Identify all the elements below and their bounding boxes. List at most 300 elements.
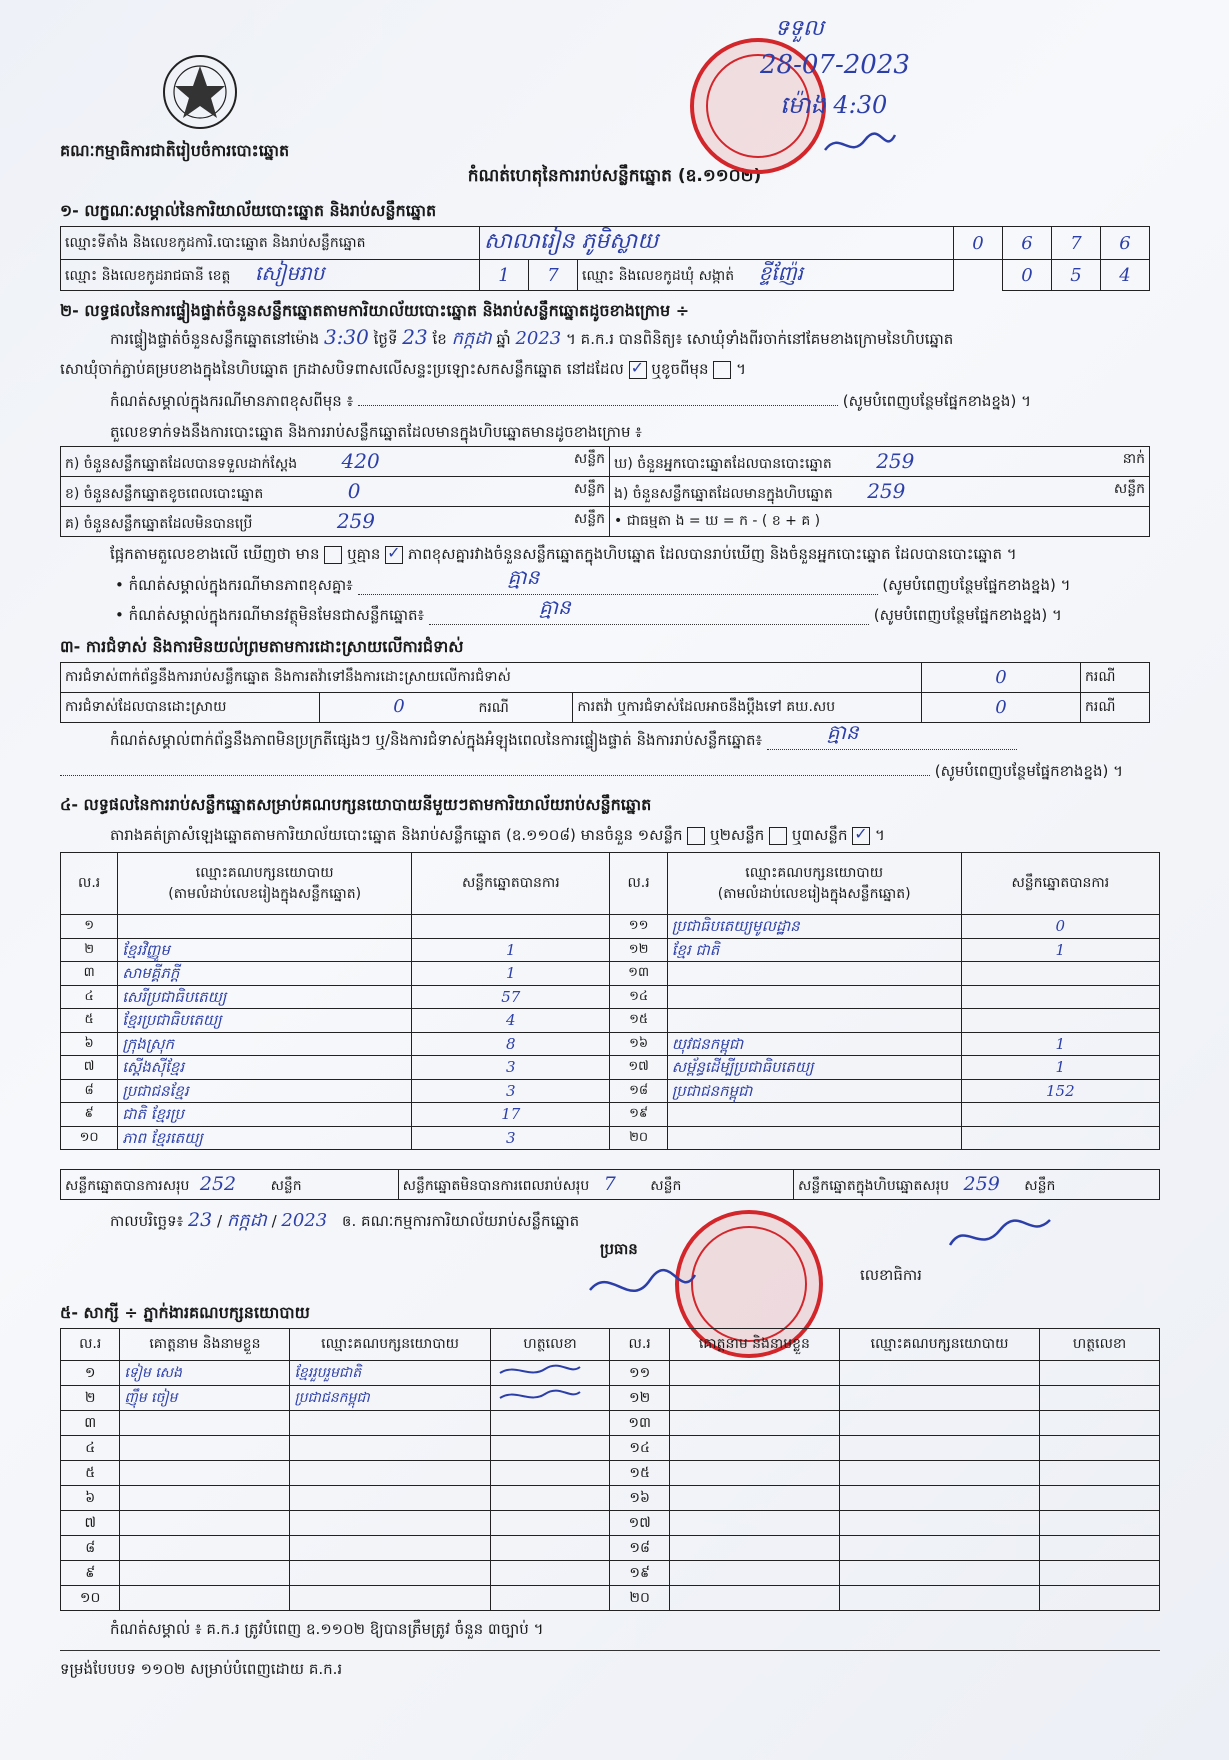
table-row [61, 1461, 1160, 1486]
figure-row-left [61, 507, 610, 537]
total-valid [61, 1170, 399, 1200]
total-invalid [398, 1170, 793, 1200]
station-label: ឈ្មោះទីតាំង និងលេខកូដការិ.បោះឆ្នោត និងរាប់សន្លឹកឆ្នោត [61, 227, 480, 260]
total-invalid-unit: សន្លឹក [650, 1177, 682, 1194]
difference-note-label: កំណត់សម្គាល់ក្នុងករណីមានភាពខុសពីមុន ៖ [110, 392, 354, 410]
witness-signature-mark [495, 1386, 585, 1406]
col-party [667, 853, 961, 915]
col-party-sub: (តាមលំដាប់លេខរៀងក្នុងសន្លឹកឆ្នោត) [717, 885, 911, 902]
no-difference-checkbox[interactable] [385, 546, 403, 564]
section-2-heading: ២- លទ្ធផលនៃការផ្ទៀងផ្ទាត់ចំនួនសន្លឹកឆ្នោតតាមការិយាល័យបោះឆ្នោត និងរាប់សន្លឹកឆ្នោតដូចខាងក្រោម ÷ [60, 301, 690, 320]
verification-month-label: ខែ [432, 330, 447, 348]
party-votes [961, 1103, 1159, 1127]
verification-time-label: ការផ្ទៀងផ្ទាត់ចំនួនសន្លឹកឆ្នោតនៅម៉ោង [110, 330, 320, 348]
complaints-table [60, 662, 1150, 723]
section-3-heading: ៣- ការជំទាស់ និងការមិនយល់ព្រមតាមការដោះស្រាយលើការជំទាស់ [60, 637, 464, 656]
party-name: ជាតិ ខ្មែរប្រ [118, 1103, 412, 1127]
fill-back-note: (សូមបំពេញបន្ថែមផ្នែកខាងខ្នង) ។ [842, 392, 1031, 410]
committee-name: គណៈកម្មាធិការជាតិរៀបចំការបោះឆ្នោត [60, 141, 290, 160]
total-in-box-unit: សន្លឹក [1024, 1177, 1056, 1194]
figure-row-right [610, 477, 1150, 507]
witness-signature-mark [495, 1361, 585, 1381]
diff-note-line [115, 565, 1071, 598]
section-1-heading: ១- លក្ខណៈសម្គាល់នៃការិយាល័យបោះឆ្នោត និងរាប់សន្លឹកឆ្នោត [60, 201, 437, 220]
witness-signature [1040, 1561, 1160, 1586]
table-row [61, 1032, 1160, 1056]
party-votes [961, 962, 1159, 986]
diff-note-value: គ្មាន [507, 565, 540, 589]
received-time: ម៉ោង 4:30 [780, 91, 888, 119]
col-party-title: ឈ្មោះគណបក្សនយោបាយ [745, 864, 884, 881]
witness-party [839, 1461, 1039, 1486]
has-difference-checkbox[interactable] [324, 546, 342, 564]
row-no: ១៤ [610, 985, 667, 1009]
row-no: ៥ [61, 1009, 118, 1033]
row-no: ៣ [61, 1411, 120, 1436]
party-votes: 1 [961, 1056, 1159, 1080]
row-no: ៤ [61, 1436, 120, 1461]
document-title: កំណត់ហេតុនៃការរាប់សន្លឹកឆ្នោត (ឧ.១១០២) [467, 166, 762, 186]
verification-line-2: សោឃុំចាក់ភ្ជាប់គម្របខាងក្នុងនៃហិបឆ្នោត ក្រដាសបិទពាសលើសន្ទះប្រឡោះសកសន្លឹកឆ្នោត នៅដដែល ✓ ឬខូចពីមុន ។ [60, 360, 746, 382]
date-day: 23 [188, 1209, 213, 1231]
col-signature: ហត្ថលេខា [490, 1329, 610, 1361]
figure-unit: សន្លឹក [573, 480, 605, 497]
has-difference-label: ផ្អែកតាមតួលេខខាងលើ ឃើញថា មាន [110, 545, 320, 563]
witness-signature [490, 1486, 610, 1511]
row-no: ១៦ [610, 1032, 667, 1056]
party-name: ខ្មែរវិញ្ញូម [118, 938, 412, 962]
table-row [61, 1103, 1160, 1127]
station-code-digit: 0 [954, 227, 1003, 260]
totals-table [60, 1169, 1160, 1200]
witness-name [669, 1536, 839, 1561]
figure-row-left [61, 447, 610, 477]
party-votes: 152 [961, 1079, 1159, 1103]
witness-signature [490, 1361, 610, 1386]
total-valid-unit: សន្លឹក [270, 1177, 302, 1194]
witness-signature [1040, 1586, 1160, 1611]
row-no: ១៥ [610, 1461, 669, 1486]
verification-time: 3:30 [323, 325, 369, 349]
secretary-signature [940, 1210, 1060, 1260]
party-name [667, 1126, 961, 1150]
seal-status-text: សោឃុំចាក់ភ្ជាប់គម្របខាងក្នុងនៃហិបឆ្នោត ក្រដាសបិទពាសលើសន្ទះប្រឡោះសកសន្លឹកឆ្នោត នៅដដែល [60, 360, 624, 378]
figure-unit: សន្លឹក [573, 450, 605, 467]
commune-code-digit: 0 [1003, 260, 1052, 291]
tally-two-checkbox[interactable] [769, 827, 787, 845]
table-row [61, 1386, 1160, 1411]
section-5-heading: ៥- សាក្សី ÷ ភ្នាក់ងារគណបក្សនយោបាយ [60, 1303, 310, 1322]
row-no: ១០ [61, 1126, 118, 1150]
witness-name [120, 1411, 290, 1436]
witness-signature [490, 1561, 610, 1586]
party-name: ស្ដើងស៊ីខ្មែរ [118, 1056, 412, 1080]
party-votes: 3 [412, 1126, 610, 1150]
row-no: ១៨ [610, 1536, 669, 1561]
total-invalid-label: សន្លឹកឆ្នោតមិនបានការពេលរាប់សរុប [402, 1177, 590, 1194]
witness-signature [490, 1411, 610, 1436]
province-label: ឈ្មោះ និងលេខកូដរាជធានី ខេត្ត [65, 268, 231, 284]
diff-note-label: • កំណត់សម្គាល់ក្នុងករណីមានភាពខុសគ្នា៖ [115, 576, 353, 594]
row-no: ៨ [61, 1079, 118, 1103]
witness-signature [490, 1511, 610, 1536]
witness-signature [490, 1386, 610, 1411]
secretary-label: លេខាធិការ [860, 1266, 922, 1284]
received-date: 28-07-2023 [760, 50, 910, 80]
commune-code-digit: 5 [1052, 260, 1101, 291]
table-row [61, 962, 1160, 986]
station-code-digit: 6 [1003, 227, 1052, 260]
intact-checkbox[interactable] [629, 361, 647, 379]
irregularity-note-line [110, 720, 1017, 753]
witness-name [120, 1586, 290, 1611]
row-no: ១៣ [610, 962, 667, 986]
witness-party [839, 1386, 1039, 1411]
form-footer: ទម្រង់បែបបទ ១១០២ សម្រាប់បំពេញដោយ គ.ក.រ [60, 1660, 343, 1678]
difference-note-line [110, 392, 1031, 414]
witness-name [669, 1561, 839, 1586]
damaged-label: ឬខូចពីមុន [651, 360, 709, 378]
row-no: ៧ [61, 1511, 120, 1536]
tally-sheet-line: តារាងគត់ត្រាសំឡេងឆ្នោតតាមការិយាល័យបោះឆ្នោត និងរាប់សន្លឹកឆ្នោត (ឧ.១១០៨) មានចំនួន ១សន្លឹក ឬ២សន្លឹក ឬ៣សន្លឹក ✓ ។ [110, 826, 885, 848]
station-code-digit: 6 [1101, 227, 1150, 260]
party-name [667, 962, 961, 986]
date-label: កាលបរិច្ឆេទ៖ [110, 1212, 184, 1230]
row-no: ១៨ [610, 1079, 667, 1103]
party-name [118, 915, 412, 939]
party-votes: 4 [412, 1009, 610, 1033]
witness-party [839, 1436, 1039, 1461]
verification-day: 23 [402, 325, 428, 349]
witness-note: កំណត់សម្គាល់ ៖ គ.ក.រ ត្រូវបំពេញ ឧ.១១០២ ឱ្យបានត្រឹមត្រូវ ចំនួន ៣ច្បាប់ ។ [110, 1620, 544, 1638]
fill-back-note: (សូមបំពេញបន្ថែមផ្នែកខាងខ្នង) ។ [873, 606, 1062, 624]
fill-back-note: (សូមបំពេញបន្ថែមផ្នែកខាងខ្នង) ។ [934, 762, 1124, 780]
table-row [61, 1056, 1160, 1080]
row-no: ៩ [61, 1561, 120, 1586]
complaints-unit: ករណី [1081, 663, 1150, 693]
province-code-digit: 1 [480, 260, 529, 291]
total-valid-label: សន្លឹកឆ្នោតបានការសរុប [65, 1177, 190, 1194]
row-no: ២០ [610, 1586, 669, 1611]
formula-cell: • ជាធម្មតា ង = ឃ = ក - ( ខ + គ ) [610, 507, 1150, 537]
witness-party [290, 1536, 490, 1561]
witness-signature [490, 1586, 610, 1611]
row-no: ១៦ [610, 1486, 669, 1511]
witness-name [669, 1586, 839, 1611]
row-no: ៦ [61, 1032, 118, 1056]
table-row [61, 1079, 1160, 1103]
witness-party [290, 1461, 490, 1486]
party-votes [961, 1009, 1159, 1033]
witness-party [290, 1436, 490, 1461]
col-party [118, 853, 412, 915]
figure-value: 259 [876, 448, 915, 473]
col-party: ឈ្មោះគណបក្សនយោបាយ [839, 1329, 1039, 1361]
row-no: ១២ [610, 938, 667, 962]
no-difference-label: ឬគ្មាន [347, 545, 381, 563]
party-votes: 1 [412, 938, 610, 962]
tally-two-label: ឬ២សន្លឹក [710, 826, 765, 844]
party-votes: 17 [412, 1103, 610, 1127]
row-no: ៤ [61, 985, 118, 1009]
col-no: ល.រ [61, 1329, 120, 1361]
witness-signature [1040, 1436, 1160, 1461]
party-name: ប្រជាជនខ្មែរ [118, 1079, 412, 1103]
party-votes [412, 915, 610, 939]
row-no: ១ [61, 915, 118, 939]
witness-party: ខ្មែររួបរួមជាតិ [290, 1361, 490, 1386]
date-month: កក្កដា [226, 1210, 267, 1231]
party-votes: 57 [412, 985, 610, 1009]
appeal-label: ការតវ៉ា ឬការជំទាស់ដែលអាចនឹងប្តឹងទៅ គឃ.សប [573, 693, 922, 723]
row-no: ១៩ [610, 1103, 667, 1127]
witness-signature [1040, 1411, 1160, 1436]
resolved-value: 0 [393, 696, 405, 717]
witness-name [669, 1361, 839, 1386]
party-results-table [60, 852, 1160, 1150]
irregularity-note-value: គ្មាន [826, 720, 859, 744]
witness-signature [1040, 1536, 1160, 1561]
witness-name [120, 1461, 290, 1486]
party-votes [961, 1126, 1159, 1150]
damaged-checkbox[interactable] [713, 361, 731, 379]
total-in-box-label: សន្លឹកឆ្នោតក្នុងហិបឆ្នោតសរុប [797, 1177, 950, 1194]
witness-party [839, 1586, 1039, 1611]
table-row [61, 1411, 1160, 1436]
figure-value: 259 [336, 508, 376, 533]
figure-unit: នាក់ [1122, 450, 1145, 467]
row-no: ១០ [61, 1586, 120, 1611]
witness-party [839, 1361, 1039, 1386]
party-votes [961, 985, 1159, 1009]
resolved-cell [320, 693, 573, 723]
row-no: ១៣ [610, 1411, 669, 1436]
received-label: ទទួល [775, 16, 824, 41]
row-no: ១១ [610, 915, 667, 939]
witness-party [839, 1411, 1039, 1436]
commune-row [578, 260, 954, 291]
col-name: គោត្តនាម និងនាមខ្លួន [669, 1329, 839, 1361]
witness-party [290, 1561, 490, 1586]
row-no: ២ [61, 1386, 120, 1411]
witness-name [669, 1411, 839, 1436]
row-no: ១ [61, 1361, 120, 1386]
row-no: ៩ [61, 1103, 118, 1127]
row-no: ១៧ [610, 1511, 669, 1536]
witness-name [120, 1486, 290, 1511]
table-row [61, 915, 1160, 939]
table-row [61, 1009, 1160, 1033]
total-invalid-value: 7 [603, 1172, 616, 1195]
witness-name: ញ៉ឹម ចៀម [120, 1386, 290, 1411]
party-name: សេរីប្រជាធិបតេយ្យ [118, 985, 412, 1009]
commune-value: ខ្ទីញ៉ែរ [758, 261, 804, 285]
row-no: ១៤ [610, 1436, 669, 1461]
party-name [667, 1009, 961, 1033]
date-year: 2023 [281, 1210, 328, 1231]
tally-three-checkbox[interactable] [852, 827, 870, 845]
table-row [61, 1511, 1160, 1536]
verification-day-label: ថ្ងៃទី [373, 330, 398, 348]
witness-party [290, 1486, 490, 1511]
total-in-box-value: 259 [963, 1172, 1000, 1195]
col-no: ល.រ [610, 853, 667, 915]
figure-label: ខ) ចំនួនសន្លឹកឆ្នោតខូចពេលបោះឆ្នោត [65, 485, 264, 502]
tally-three-label: ឬ៣សន្លឹក [791, 826, 848, 844]
ballot-figures-table [60, 446, 1150, 537]
party-name: ប្រជាធិបតេយ្យមូលដ្ឋាន [667, 915, 961, 939]
col-votes: សន្លឹកឆ្នោតបានការ [961, 853, 1159, 915]
footer-divider [60, 1650, 1160, 1651]
tally-one-label: តារាងគត់ត្រាសំឡេងឆ្នោតតាមការិយាល័យបោះឆ្នោត និងរាប់សន្លឹកឆ្នោត (ឧ.១១០៨) មានចំនួន ១សន្លឹក [110, 826, 683, 844]
witness-party [839, 1486, 1039, 1511]
commune-code-digit: 4 [1101, 260, 1150, 291]
appeal-unit: ករណី [1081, 693, 1150, 723]
witness-signature [490, 1436, 610, 1461]
witness-name [669, 1436, 839, 1461]
party-votes: 1 [412, 962, 610, 986]
party-votes: 8 [412, 1032, 610, 1056]
witness-party [839, 1561, 1039, 1586]
station-code-digit: 7 [1052, 227, 1101, 260]
row-no: ១២ [610, 1386, 669, 1411]
table-row [61, 1586, 1160, 1611]
figure-label: ង) ចំនួនសន្លឹកឆ្នោតដែលមានក្នុងហិបឆ្នោត [614, 485, 833, 502]
station-id-table [60, 226, 1150, 291]
figure-value: 259 [867, 478, 906, 503]
figure-row-right [610, 447, 1150, 477]
fill-back-note: (សូមបំពេញបន្ថែមផ្នែកខាងខ្នង) ។ [882, 576, 1071, 594]
province-code-digit: 7 [529, 260, 578, 291]
table-row [61, 1561, 1160, 1586]
party-votes: 1 [961, 1032, 1159, 1056]
figures-intro: តួលេខទាក់ទងនឹងការបោះឆ្នោត និងការរាប់សន្លឹកឆ្នោតដែលមានក្នុងហិបឆ្នោតមានដូចខាងក្រោម ៖ [110, 423, 642, 441]
witness-signature [1040, 1461, 1160, 1486]
row-no: ៦ [61, 1486, 120, 1511]
table-row [61, 1126, 1160, 1150]
witness-signature [490, 1461, 610, 1486]
chair-label: ប្រធាន [600, 1240, 638, 1258]
nec-emblem-icon [155, 52, 245, 132]
witness-name: ទៀម សេង [120, 1361, 290, 1386]
witness-name [120, 1561, 290, 1586]
col-party: ឈ្មោះគណបក្សនយោបាយ [290, 1329, 490, 1361]
party-name: សាមគ្គីភក្ដី [118, 962, 412, 986]
object-note-value: គ្មាន [538, 595, 571, 619]
figure-row-left [61, 477, 610, 507]
resolved-label: ការជំទាស់ដែលបានដោះស្រាយ [61, 693, 320, 723]
party-votes: 3 [412, 1056, 610, 1080]
witness-name [669, 1386, 839, 1411]
col-no: ល.រ [610, 1329, 669, 1361]
witness-signature [1040, 1486, 1160, 1511]
col-name: គោត្តនាម និងនាមខ្លួន [120, 1329, 290, 1361]
difference-text: ភាពខុសគ្នារវាងចំនួនសន្លឹកឆ្នោតក្នុងហិបឆ្នោត ដែលបានរាប់ឃើញ និងចំនួនអ្នកបោះឆ្នោត ដែលបានបោះឆ្នោត ។ [407, 545, 1017, 563]
party-votes: 0 [961, 915, 1159, 939]
verification-line-1 [110, 325, 953, 353]
party-name: យុវជនកម្ពុជា [667, 1032, 961, 1056]
col-no: ល.រ [61, 853, 118, 915]
witness-party [290, 1511, 490, 1536]
witness-signature [1040, 1511, 1160, 1536]
party-votes: 1 [961, 938, 1159, 962]
witness-signature [1040, 1386, 1160, 1411]
table-row [61, 1361, 1160, 1386]
witness-table [60, 1328, 1160, 1611]
verification-text: ។ គ.ក.រ បានពិនិត្យ៖ សោឃុំទាំងពីរចាក់នៅគែមខាងក្រោមនៃហិបឆ្នោត [566, 330, 954, 348]
verification-month: កក្កដា [451, 328, 492, 349]
witness-name [120, 1436, 290, 1461]
table-row [61, 985, 1160, 1009]
witness-name [669, 1461, 839, 1486]
party-name [667, 985, 961, 1009]
table-row [61, 1486, 1160, 1511]
figure-value: 420 [341, 448, 380, 473]
appeal-value: 0 [922, 693, 1081, 723]
resolved-unit: ករណី [478, 700, 509, 716]
col-party-title: ឈ្មោះគណបក្សនយោបាយ [195, 864, 334, 881]
object-note-label: • កំណត់សម្គាល់ក្នុងករណីមានវត្ថុមិនមែនជាសន្លឹកឆ្នោត៖ [115, 606, 425, 624]
row-no: ២០ [610, 1126, 667, 1150]
tally-one-checkbox[interactable] [687, 827, 705, 845]
witness-party [839, 1511, 1039, 1536]
section-4-heading: ៤- លទ្ធផលនៃការរាប់សន្លឹកឆ្នោតសម្រាប់គណបក្សនយោបាយនីមួយៗតាមការិយាល័យរាប់សន្លឹកឆ្នោត [60, 795, 652, 814]
row-no: ១១ [610, 1361, 669, 1386]
witness-signature [490, 1536, 610, 1561]
date-line: កាលបរិច្ឆេទ៖ 23 / កក្កដា / 2023 ឲ. គណៈកម្មការការិយាល័យរាប់សន្លឹកឆ្នោត [110, 1209, 580, 1231]
witness-name [120, 1511, 290, 1536]
witness-name [669, 1511, 839, 1536]
col-votes: សន្លឹកឆ្នោតបានការ [412, 853, 610, 915]
irregularity-note-line-2 [60, 762, 1123, 784]
figure-label: គ) ចំនួនសន្លឹកឆ្នោតដែលមិនបានប្រើ [65, 515, 253, 532]
col-signature: ហត្ថលេខា [1040, 1329, 1160, 1361]
table-row [61, 938, 1160, 962]
figure-unit: សន្លឹក [573, 510, 605, 527]
party-name [667, 1103, 961, 1127]
row-no: ១៧ [610, 1056, 667, 1080]
row-no: ៨ [61, 1536, 120, 1561]
verification-year-label: ឆ្នាំ [496, 330, 511, 348]
figure-label: ក) ចំនួនសន្លឹកឆ្នោតដែលបានទទួលដាក់ស្តែង [65, 455, 298, 472]
signature-top [820, 125, 900, 165]
witness-signature [1040, 1361, 1160, 1386]
table-row [61, 1536, 1160, 1561]
figure-value: 0 [347, 478, 361, 503]
party-name: ភាព ខ្មែរតេយ្យ [118, 1126, 412, 1150]
party-name: ក្រុងស្រុក [118, 1032, 412, 1056]
verification-year: 2023 [515, 328, 562, 349]
object-note-line [115, 595, 1062, 628]
chair-signature [580, 1260, 700, 1320]
complaints-label: ការជំទាស់ពាក់ព័ន្ធនឹងការរាប់សន្លឹកឆ្នោត និងការតវ៉ាទៅនឹងការដោះស្រាយលើការជំទាស់ [61, 663, 922, 693]
complaints-value: 0 [922, 663, 1081, 693]
party-name: ប្រជាជនកម្ពុជា [667, 1079, 961, 1103]
station-value: សាលារៀន ភូមិស្លាយ [480, 227, 954, 260]
row-no: ១៥ [610, 1009, 667, 1033]
total-valid-value: 252 [199, 1172, 237, 1195]
witness-party: ប្រជាជនកម្ពុជា [290, 1386, 490, 1411]
total-in-box [793, 1170, 1159, 1200]
party-name: ខ្មែរប្រជាធិបតេយ្យ [118, 1009, 412, 1033]
witness-name [120, 1536, 290, 1561]
witness-party [290, 1586, 490, 1611]
row-no: ៣ [61, 962, 118, 986]
commune-label: ឈ្មោះ និងលេខកូដឃុំ សង្កាត់ [582, 268, 735, 284]
party-name: ខ្មែរ ជាតិ [667, 938, 961, 962]
difference-check-line [110, 545, 1017, 567]
table-row [61, 1436, 1160, 1461]
